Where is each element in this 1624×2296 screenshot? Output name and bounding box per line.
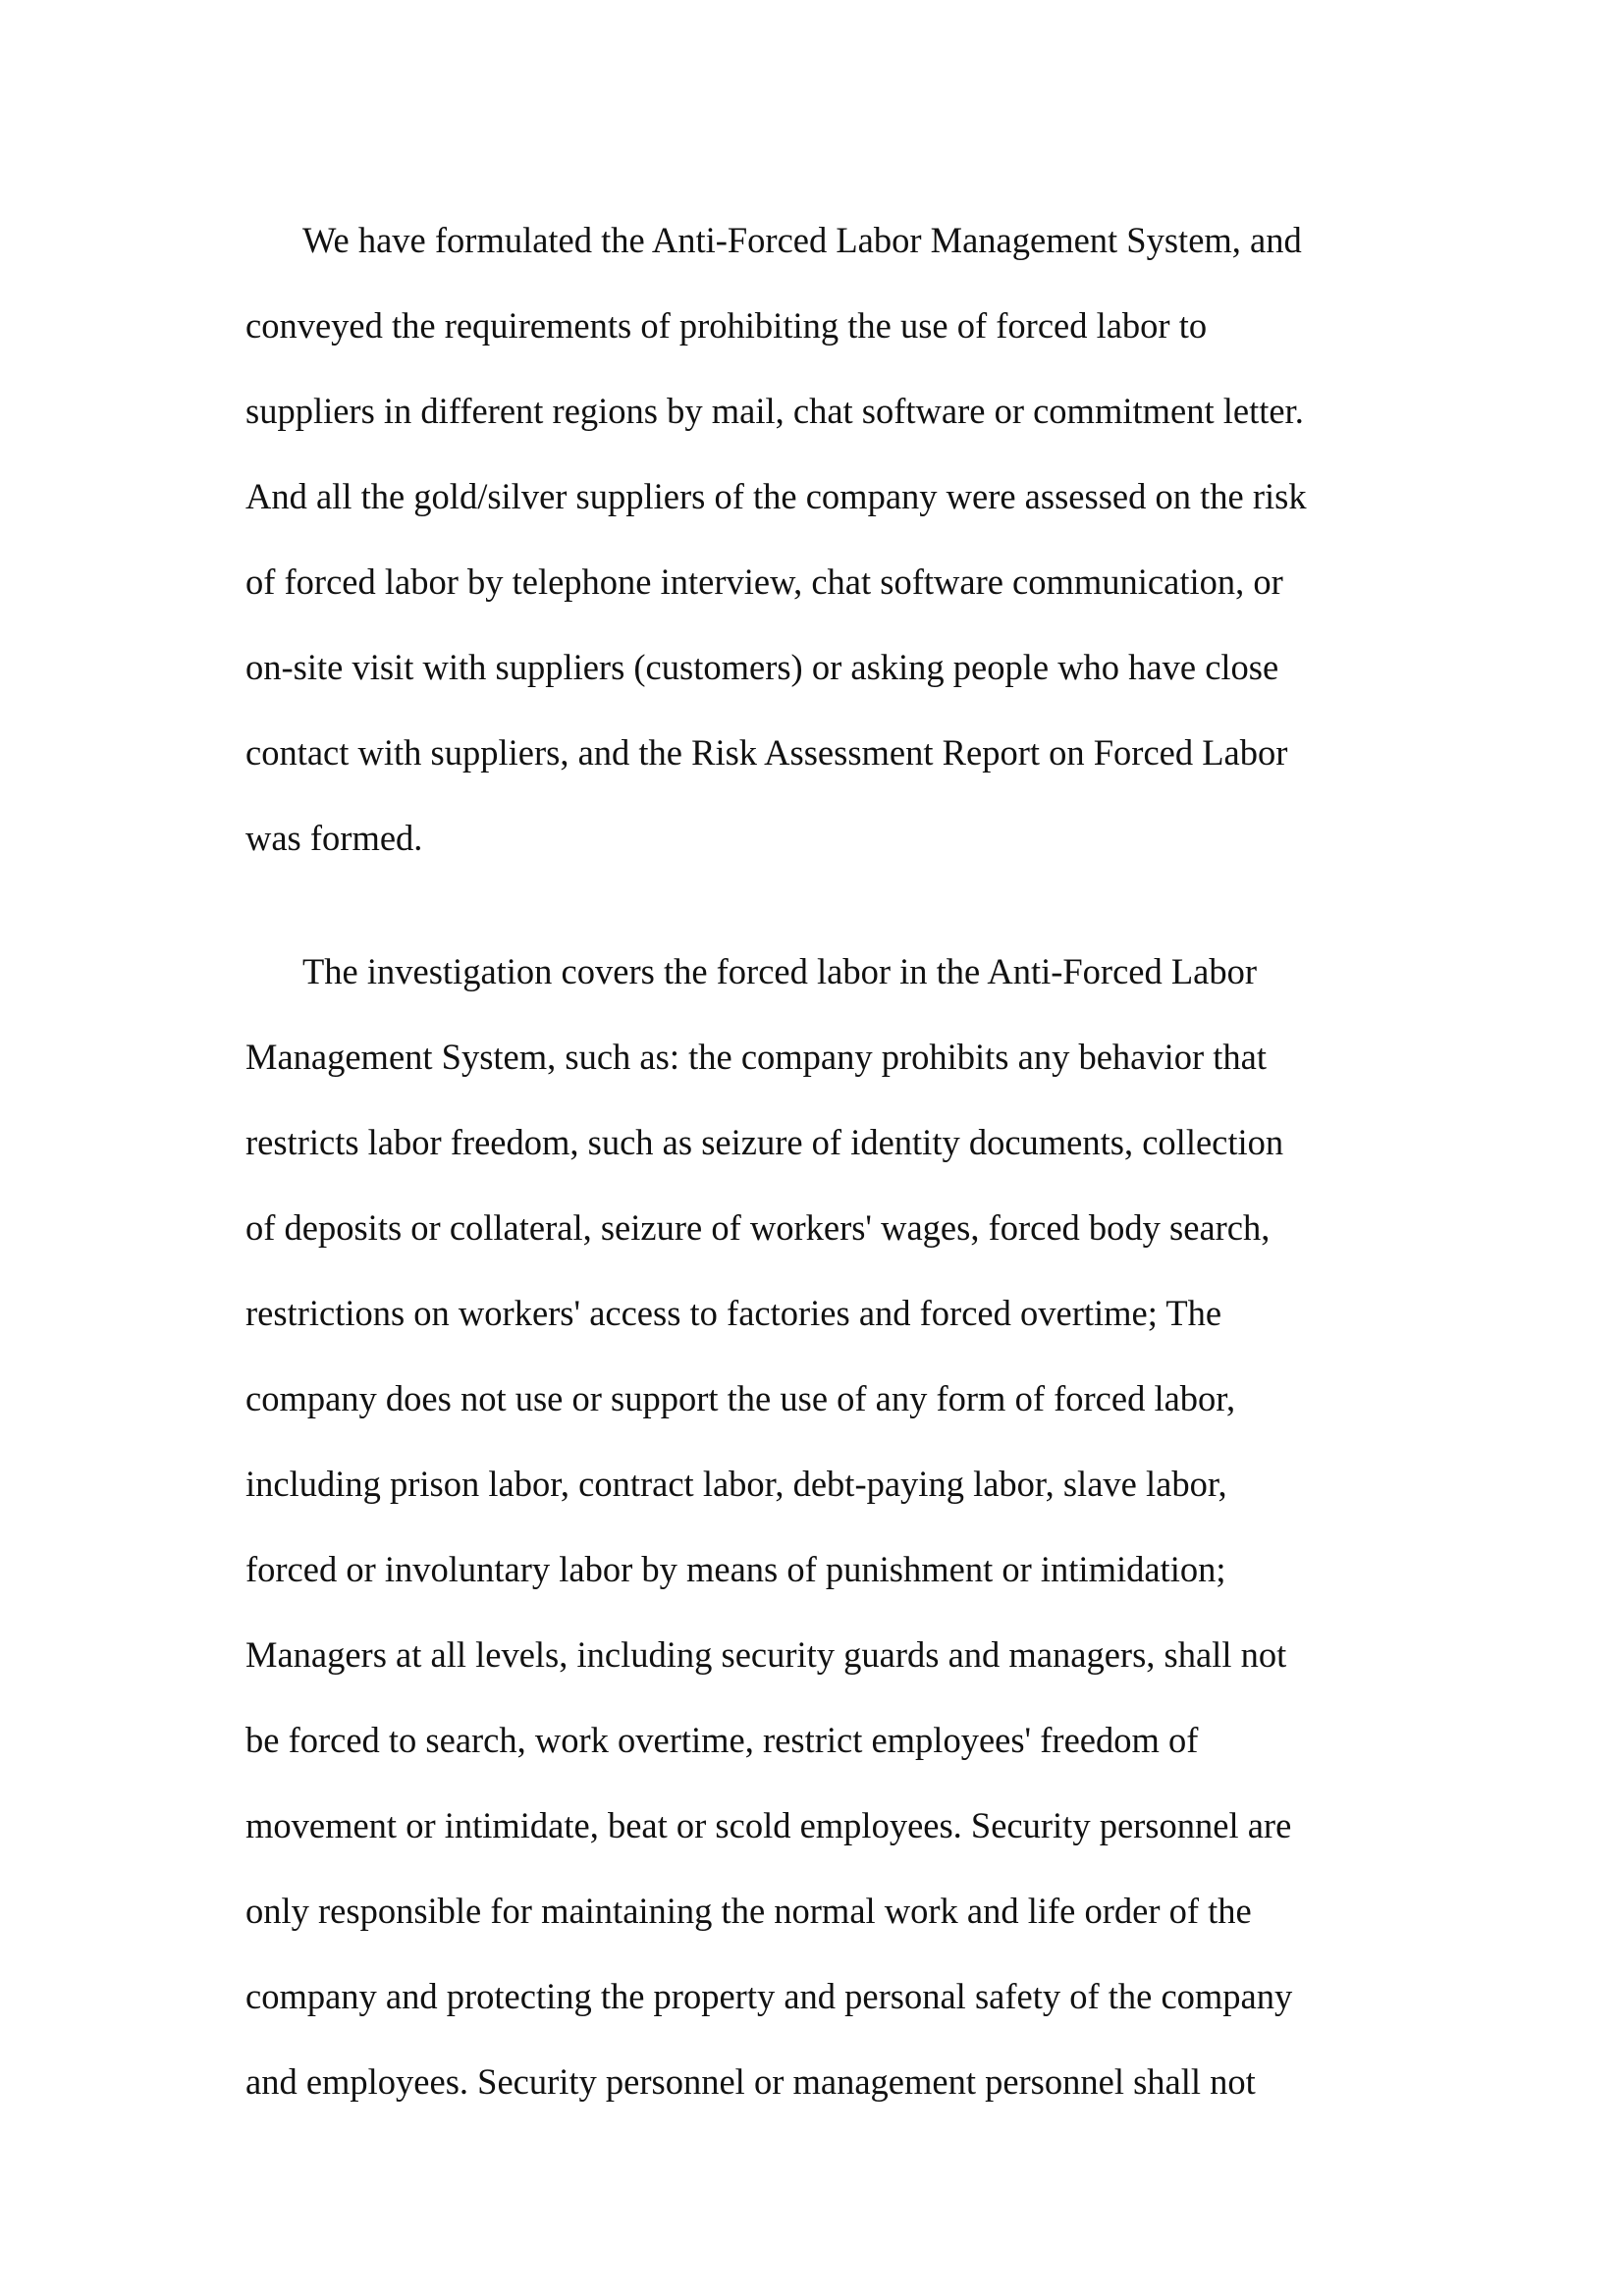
text-line: We have formulated the Anti-Forced Labor Management System, and xyxy=(302,220,1302,260)
text-line: conveyed the requirements of prohibiting the use of forced labor to xyxy=(245,305,1208,346)
text-line: be forced to search, work overtime, restrict employees' freedom of xyxy=(245,1720,1199,1760)
text-line: company and protecting the property and personal safety of the company xyxy=(245,1976,1293,2016)
paragraph-anti-forced-labor-system xyxy=(245,197,1375,881)
text-line: The investigation covers the forced labor in the Anti-Forced Labor xyxy=(302,951,1258,991)
text-line: was formed. xyxy=(245,818,423,858)
text-line: and employees. Security personnel or management personnel shall not xyxy=(245,2061,1256,2102)
text-line: company does not use or support the use of any form of forced labor, xyxy=(245,1378,1236,1418)
text-line: restrictions on workers' access to factories and forced overtime; The xyxy=(245,1293,1222,1333)
text-line: restricts labor freedom, such as seizure of identity documents, collection xyxy=(245,1122,1284,1162)
paragraph-investigation-scope xyxy=(245,929,1375,2124)
text-line: contact with suppliers, and the Risk Assessment Report on Forced Labor xyxy=(245,732,1288,773)
text-line: including prison labor, contract labor, debt-paying labor, slave labor, xyxy=(245,1464,1227,1504)
text-line: only responsible for maintaining the normal work and life order of the xyxy=(245,1891,1252,1931)
text-line: And all the gold/silver suppliers of the company were assessed on the risk xyxy=(245,476,1307,516)
text-line: on-site visit with suppliers (customers) or asking people who have close xyxy=(245,647,1279,687)
text-line: suppliers in different regions by mail, chat software or commitment letter. xyxy=(245,391,1304,431)
text-line: Managers at all levels, including security guards and managers, shall not xyxy=(245,1634,1287,1675)
text-line: of deposits or collateral, seizure of workers' wages, forced body search, xyxy=(245,1207,1271,1248)
text-line: Management System, such as: the company prohibits any behavior that xyxy=(245,1037,1268,1077)
text-line: forced or involuntary labor by means of punishment or intimidation; xyxy=(245,1549,1226,1589)
text-line: of forced labor by telephone interview, chat software communication, or xyxy=(245,561,1283,602)
text-line: movement or intimidate, beat or scold employees. Security personnel are xyxy=(245,1805,1292,1845)
